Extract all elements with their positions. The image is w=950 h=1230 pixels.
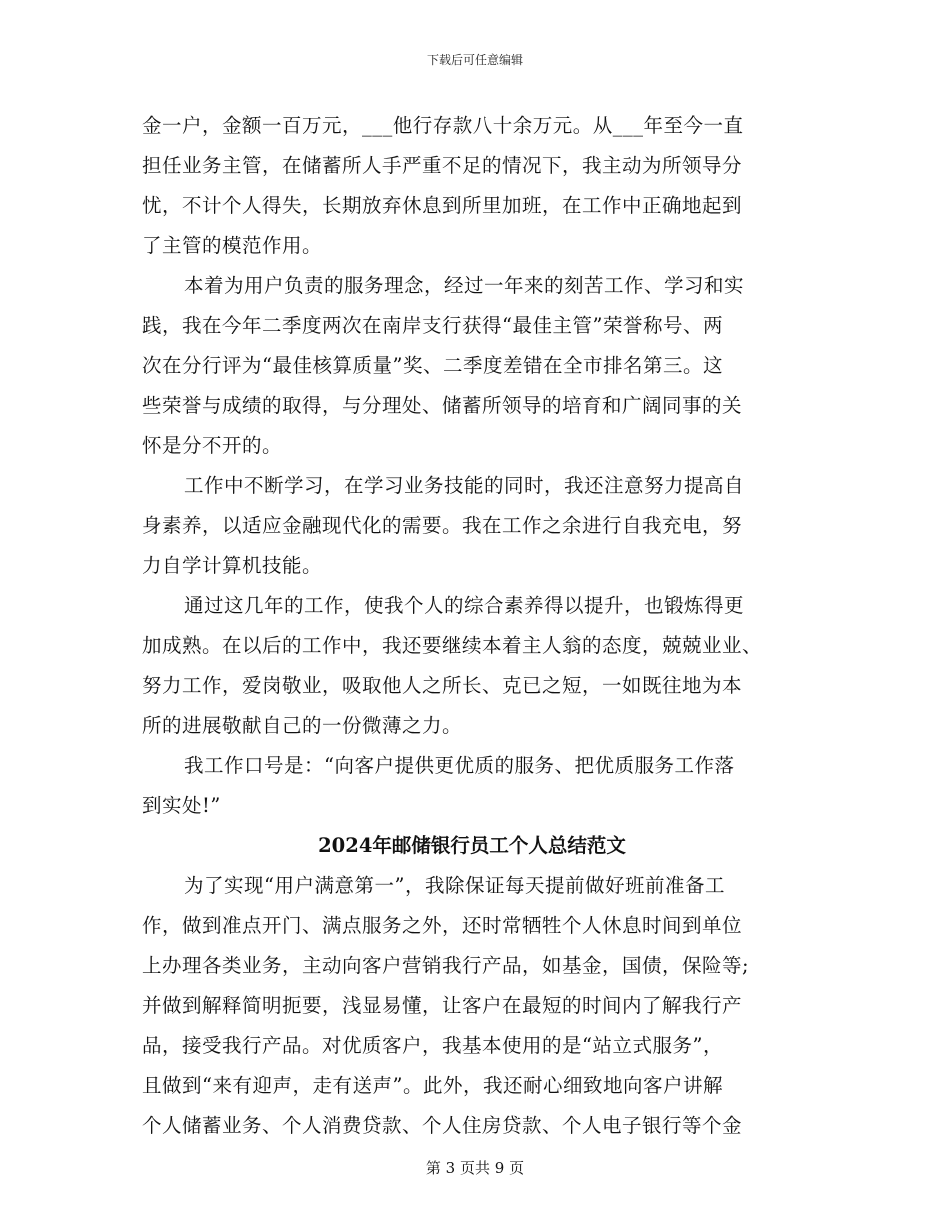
text-line: 怀是分不开的。 [142,434,283,457]
text-line: 工作中不断学习，在学习业务技能的同时，我还注意努力提高自 [184,474,745,497]
text-line: 通过这几年的工作，使我个人的综合素养得以提升，也锻炼得更 [184,594,745,617]
document-body [142,106,802,1146]
text-line: 加成熟。在以后的工作中，我还要继续本着主人翁的态度，兢兢业业、 [142,634,763,657]
text-line: 并做到解释简明扼要，浅显易懂，让客户在最短的时间内了解我行产 [142,994,743,1017]
text-line: 力自学计算机技能。 [142,554,323,577]
text-line: 身素养，以适应金融现代化的需要。我在工作之余进行自我充电，努 [142,514,743,537]
text-line: 本着为用户负责的服务理念，经过一年来的刻苦工作、学习和实 [184,274,745,297]
page-header: 下载后可任意编辑 [426,53,523,67]
text-line: 所的进展敬献自己的一份微薄之力。 [142,714,463,737]
text-line: 且做到“来有迎声，走有送声”。此外，我还耐心细致地向客户讲解 [142,1074,723,1097]
text-line: 个人储蓄业务、个人消费贷款、个人住房贷款、个人电子银行等个金 [142,1114,743,1137]
text-line: 到实处!” [142,794,221,817]
text-line: 上办理各类业务，主动向客户营销我行产品，如基金，国债，保险等; [142,954,750,977]
text-line: 些荣誉与成绩的取得，与分理处、储蓄所领导的培育和广阔同事的关 [142,394,743,417]
text-line: 为了实现“用户满意第一”，我除保证每天提前做好班前准备工 [184,874,725,897]
text-line: 践，我在今年二季度两次在南岸支行获得“最佳主管”荣誉称号、两 [142,314,723,337]
text-line: 我工作口号是：“向客户提供更优质的服务、把优质服务工作落 [184,754,735,777]
section-heading: 2024年邮储银行员工个人总结范文 [318,834,626,857]
text-line: 忧，不计个人得失，长期放弃休息到所里加班，在工作中正确地起到 [142,194,743,217]
text-line: 努力工作，爱岗敬业，吸取他人之所长、克已之短，一如既往地为本 [142,674,743,697]
text-line: 次在分行评为“最佳核算质量”奖、二季度差错在全市排名第三。这 [142,354,723,377]
text-line: 金一户，金额一百万元，___他行存款八十余万元。从___年至今一直 [142,114,744,137]
text-line: 了主管的模范作用。 [142,234,323,257]
text-line: 品，接受我行产品。对优质客户，我基本使用的是“站立式服务”， [142,1034,723,1057]
text-line: 作，做到准点开门、满点服务之外，还时常牺牲个人休息时间到单位 [142,914,743,937]
text-line: 担任业务主管，在储蓄所人手严重不足的情况下，我主动为所领导分 [142,154,743,177]
page-footer: 第 3 页共 9 页 [425,1159,525,1177]
